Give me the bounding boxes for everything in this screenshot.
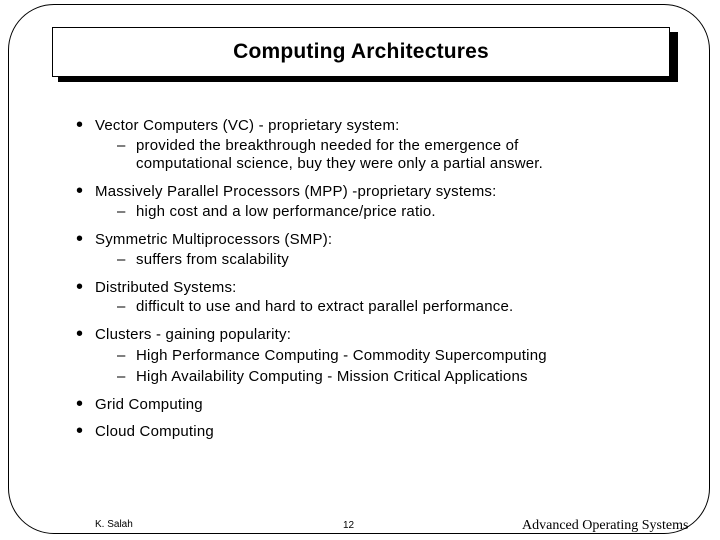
slide-frame (8, 4, 710, 534)
bullet-text: Vector Computers (VC) - proprietary system: (95, 117, 400, 134)
dash-icon: – (117, 251, 126, 268)
bullet-icon: • (76, 276, 84, 298)
bullet-text: Cloud Computing (95, 423, 214, 440)
dash-icon: – (117, 298, 126, 315)
footer-course: Advanced Operating Systems (522, 518, 689, 533)
sub-bullet-text: difficult to use and hard to extract parallel performance. (136, 298, 514, 315)
dash-icon: – (117, 203, 126, 220)
sub-bullet-text: High Performance Computing - Commodity Supercomputing (136, 347, 547, 364)
bullet-icon: • (76, 420, 84, 442)
bullet-text: Grid Computing (95, 396, 203, 413)
sub-bullet-text: computational science, buy they were only a partial answer. (136, 155, 544, 172)
bullet-text: Distributed Systems: (95, 279, 237, 296)
footer-page-number: 12 (343, 520, 355, 531)
sub-bullet-text: high cost and a low performance/price ratio. (136, 203, 436, 220)
dash-icon: – (117, 368, 126, 385)
bullet-text: Massively Parallel Processors (MPP) -proprietary systems: (95, 183, 497, 200)
footer-author: K. Salah (95, 519, 133, 530)
bullet-text: Clusters - gaining popularity: (95, 326, 292, 343)
dash-icon: – (117, 347, 126, 364)
title-box (52, 27, 670, 77)
sub-bullet-text: provided the breakthrough needed for the emergence of (136, 137, 519, 154)
bullet-text: Symmetric Multiprocessors (SMP): (95, 231, 333, 248)
bullet-icon: • (76, 114, 84, 136)
slide-title: Computing Architectures (233, 40, 489, 63)
bullet-icon: • (76, 180, 84, 202)
bullet-icon: • (76, 323, 84, 345)
sub-bullet-text: suffers from scalability (136, 251, 289, 268)
bullet-icon: • (76, 228, 84, 250)
sub-bullet-text: High Availability Computing - Mission Critical Applications (136, 368, 528, 385)
bullet-icon: • (76, 393, 84, 415)
dash-icon: – (117, 137, 126, 154)
